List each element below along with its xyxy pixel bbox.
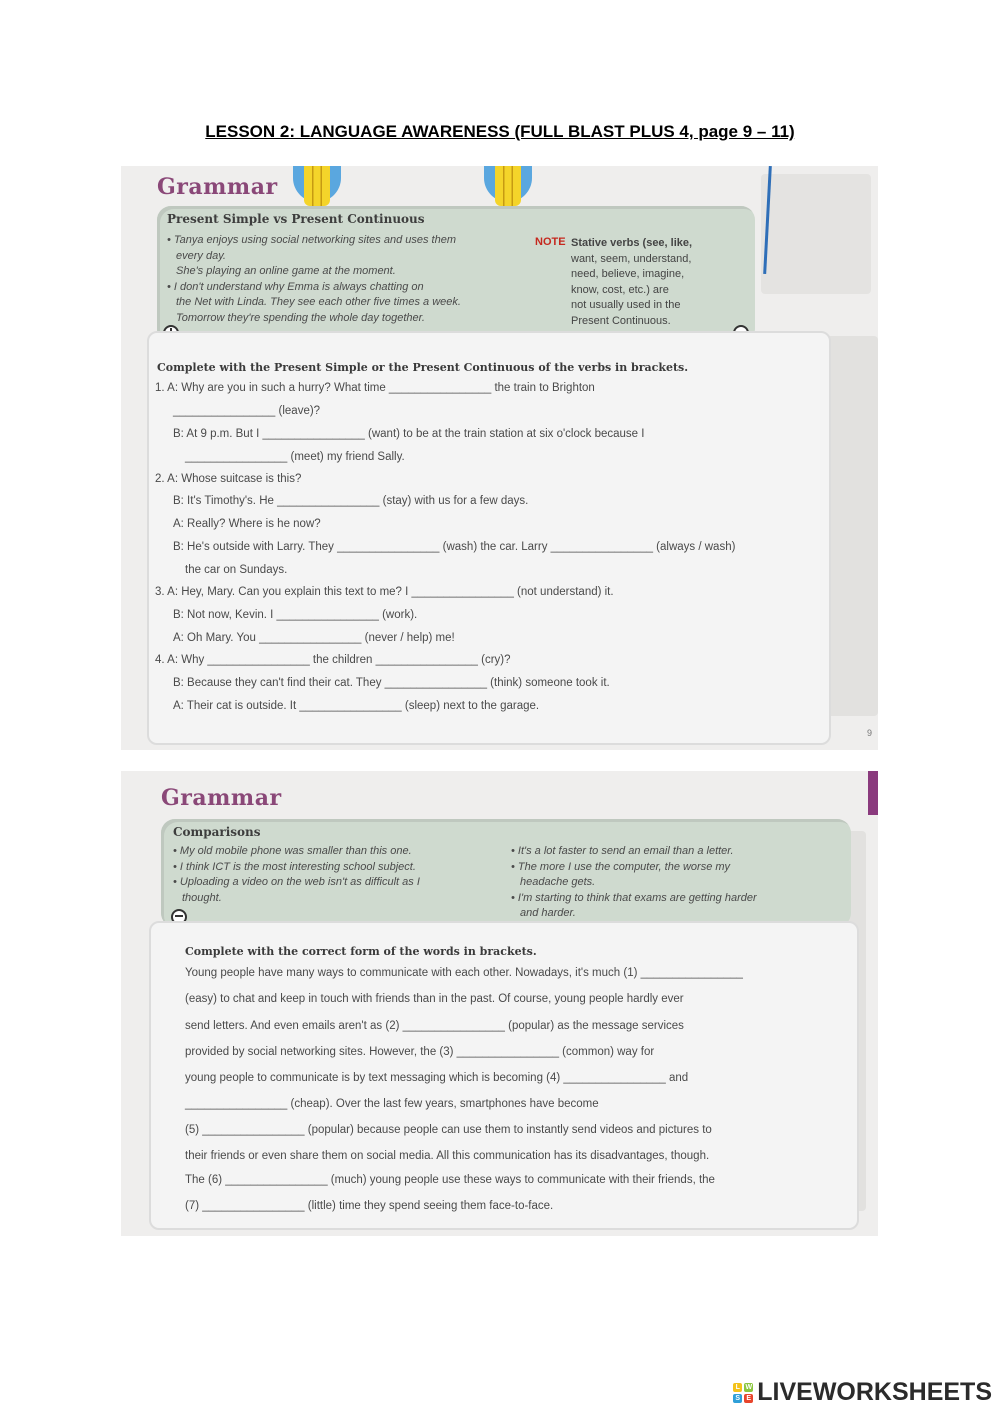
exercise-box	[149, 921, 859, 1230]
liveworksheets-logo-icon: L W S E	[733, 1383, 753, 1403]
exercise-line: B: It's Timothy's. He ________________ (stay) with us for a few days.	[173, 495, 529, 507]
grammar-rule-box	[157, 206, 755, 343]
exercise-line: young people to communicate is by text messaging which is becoming (4) ________________ and	[185, 1072, 689, 1084]
exercise-line: A: Really? Where is he now?	[173, 518, 321, 530]
lesson-title: LESSON 2: LANGUAGE AWARENESS (FULL BLAST PLUS 4, page 9 – 11)	[205, 122, 795, 141]
exercise-line: ________________ (meet) my friend Sally.	[185, 451, 405, 463]
rule-line: • Uploading a video on the web isn't as difficult as I	[173, 876, 420, 888]
exercise-line: B: Because they can't find their cat. They ________________ (think) someone took it.	[173, 677, 610, 689]
rule-title: Comparisons	[173, 825, 261, 839]
grammar-heading: Grammar	[157, 174, 278, 200]
rule-line: • The more I use the computer, the worse my	[511, 860, 731, 873]
exercise-line: their friends or even share them on social media. All this communication has its disadvantages, though.	[185, 1150, 710, 1162]
exercise-line: The (6) ________________ (much) young people use these ways to communicate with their friends, the	[185, 1174, 715, 1186]
exercise-line: (easy) to chat and keep in touch with friends than in the past. Of course, young people hardly ever	[185, 993, 684, 1005]
exercise-line: 1. A: Why are you in such a hurry? What time ________________ the train to Brighton	[155, 382, 595, 394]
page-scan-1	[121, 166, 878, 750]
exercise-line: B: Not now, Kevin. I ________________ (work).	[173, 609, 418, 621]
exercise-line: 2. A: Whose suitcase is this?	[155, 473, 302, 485]
exercise-line: (5) ________________ (popular) because people can use them to instantly send videos and pictures to	[185, 1124, 712, 1136]
exercise-line: A: Their cat is outside. It ________________ (sleep) next to the garage.	[173, 700, 540, 712]
exercise-line: ________________ (cheap). Over the last few years, smartphones have become	[185, 1098, 599, 1110]
purple-tab	[868, 771, 878, 815]
note-label: NOTE	[535, 236, 566, 248]
rule-line: • I'm starting to think that exams are getting harder	[511, 891, 757, 904]
grammar-heading: Grammar	[161, 785, 282, 811]
page-number: 9	[866, 728, 872, 738]
pencil-icon	[495, 166, 521, 206]
rule-examples-left	[173, 844, 503, 906]
exercise-line: provided by social networking sites. However, the (3) ________________ (common) way for	[185, 1046, 655, 1058]
rule-title: Present Simple vs Present Continuous	[167, 212, 425, 226]
exercise-line: the car on Sundays.	[185, 564, 288, 576]
exercise-instruction: Complete with the correct form of the words in brackets.	[185, 945, 537, 958]
exercise-line: send letters. And even emails aren't as (2) ________________ (popular) as the message services	[185, 1020, 684, 1032]
exercise-line: B: He's outside with Larry. They ________________ (wash) the car. Larry ________________ (always / wash)	[173, 541, 736, 553]
rule-examples-right	[511, 844, 841, 922]
exercise-line: 4. A: Why ________________ the children ________________ (cry)?	[155, 654, 511, 666]
brand-name: LIVEWORKSHEETS	[757, 1378, 992, 1406]
rule-line: She's playing an online game at the moment.	[176, 265, 396, 277]
exercise-line: 3. A: Hey, Mary. Can you explain this text to me? I ________________ (not understand) it.	[155, 586, 614, 598]
exercise-line: ________________ (leave)?	[173, 405, 321, 417]
rule-line: the Net with Linda. They see each other five times a week.	[176, 296, 461, 308]
rule-line: headache gets.	[520, 876, 596, 888]
rule-line: every day.	[176, 249, 226, 262]
liveworksheets-brand	[733, 1378, 992, 1407]
pencil-icon	[304, 166, 330, 206]
rule-examples	[167, 233, 527, 326]
exercise-line: B: At 9 p.m. But I ________________ (want) to be at the train station at six o'clock because I	[173, 428, 645, 440]
rule-line: and harder.	[520, 907, 576, 919]
rule-line: • My old mobile phone was smaller than this one.	[173, 845, 412, 857]
exercise-line: A: Oh Mary. You ________________ (never / help) me!	[173, 632, 455, 644]
note-text: Stative verbs (see, like, want, seem, understand, need, believe, imagine, know, cost, etc.) are not usually used in the Present Continuous.	[571, 237, 693, 327]
rule-line: • I don't understand why Emma is always chatting on	[167, 280, 424, 293]
rule-line: • Tanya enjoys using social networking sites and uses them	[167, 234, 456, 246]
page-scan-2	[121, 771, 878, 1236]
rule-line: thought.	[182, 891, 222, 904]
background-smudge	[761, 174, 871, 294]
rule-line: Tomorrow they're spending the whole day together.	[176, 311, 425, 324]
grammar-rule-box	[161, 819, 851, 927]
rule-line: • I think ICT is the most interesting school subject.	[173, 860, 416, 873]
rule-line: • It's a lot faster to send an email than a letter.	[511, 845, 734, 857]
exercise-line: (7) ________________ (little) time they spend seeing them face-to-face.	[185, 1200, 554, 1212]
background-smudge	[826, 336, 878, 716]
exercise-line: Young people have many ways to communicate with each other. Nowadays, it's much (1) ________________	[185, 967, 743, 979]
exercise-instruction: Complete with the Present Simple or the Present Continuous of the verbs in brackets.	[157, 361, 689, 374]
exercise-box	[147, 331, 831, 745]
